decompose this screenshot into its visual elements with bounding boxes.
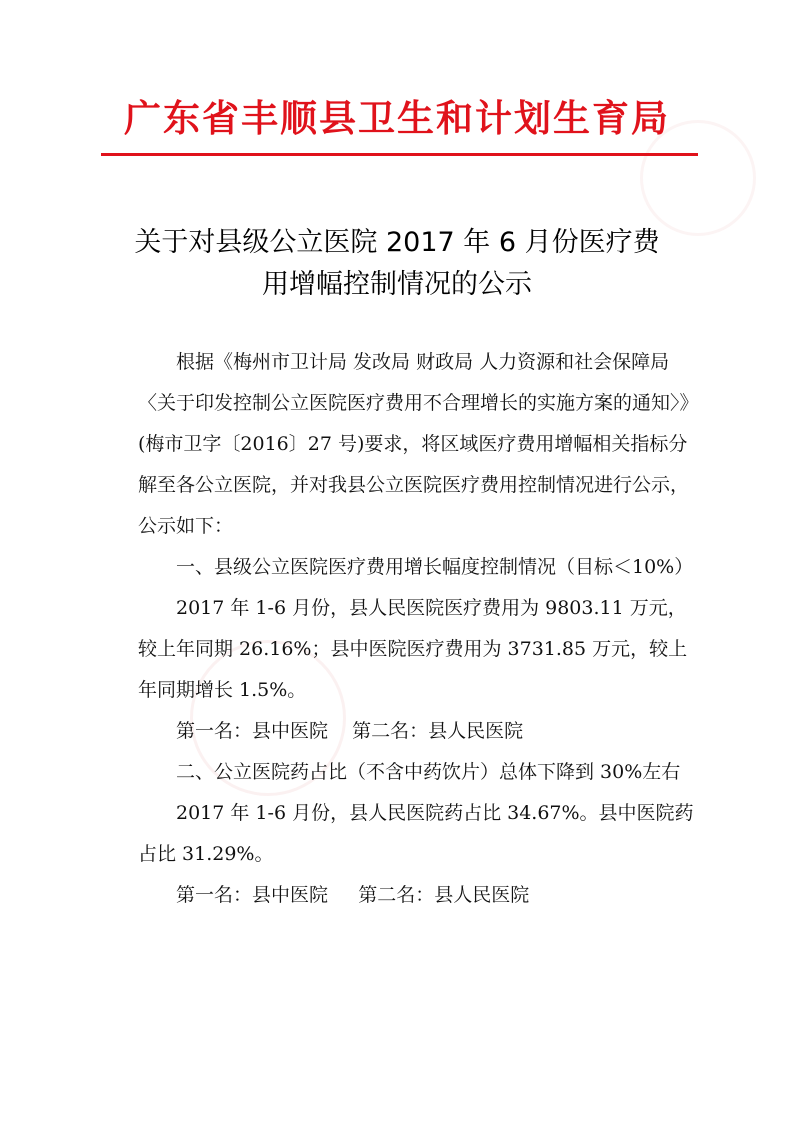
document-title-line-2: 用增幅控制情况的公示 xyxy=(262,269,532,300)
letterhead xyxy=(0,88,794,148)
section-1-heading: 一、县级公立医院医疗费用增长幅度控制情况（目标＜10%） xyxy=(176,556,694,578)
section-2-ranking: 第一名：县中医院 第二名：县人民医院 xyxy=(176,884,530,906)
letterhead-red-rule xyxy=(101,153,698,156)
document-body xyxy=(138,342,698,916)
document-title-line-1: 关于对县级公立医院 2017 年 6 月份医疗费 xyxy=(134,227,660,258)
intro-paragraph: 根据《梅州市卫计局 发改局 财政局 人力资源和社会保障局〈关于印发控制公立医院医疗费用不合理增长的实施方案的通知〉》(梅市卫字〔2016〕27 号)要求，将区域医疗费用增幅相关指标分解至各公立医院，并对我县公立医院医疗费用控制情况进行公示，公示如下： xyxy=(138,351,690,537)
section-2-heading: 二、公立医院药占比（不含中药饮片）总体下降到 30%左右 xyxy=(176,761,681,783)
section-2-detail: 2017 年 1-6 月份，县人民医院药占比 34.67%。县中医院药占比 31.29%。 xyxy=(138,802,694,865)
section-1-detail: 2017 年 1-6 月份，县人民医院医疗费用为 9803.11 万元，较上年同期 26.16%；县中医院医疗费用为 3731.85 万元，较上年同期增长 1.5%。 xyxy=(138,597,688,701)
agency-name: 广东省丰顺县卫生和计划生育局 xyxy=(124,96,670,140)
section-1-ranking: 第一名：县中医院 第二名：县人民医院 xyxy=(176,720,524,742)
document-title xyxy=(60,222,734,306)
